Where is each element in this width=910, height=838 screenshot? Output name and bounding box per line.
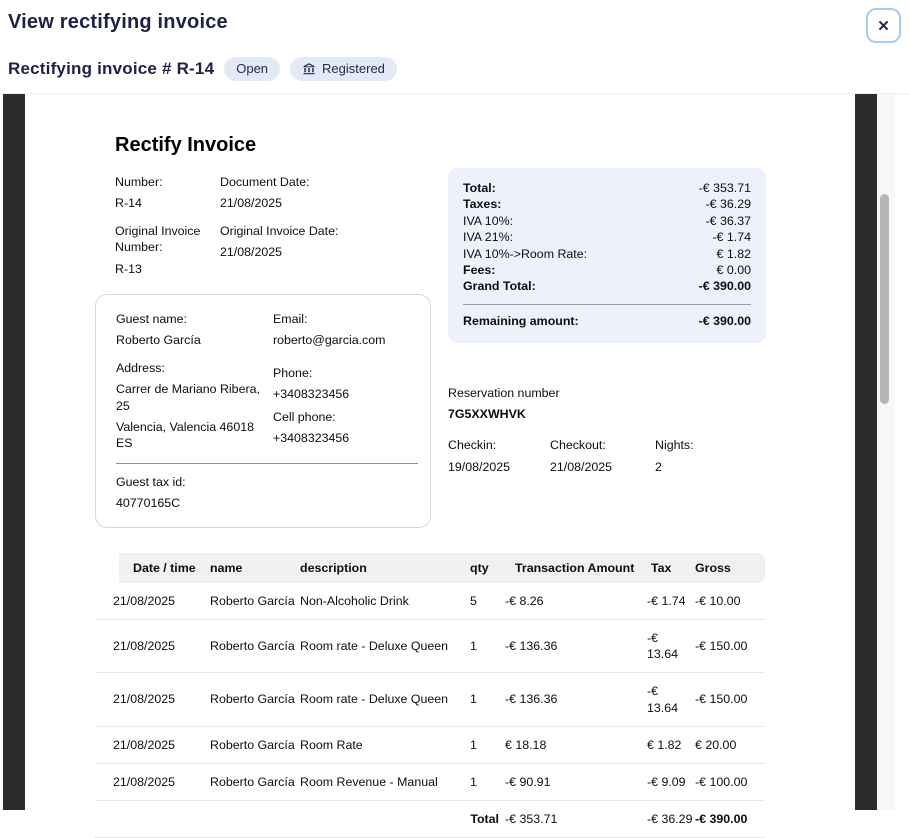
guest-email-label: Email: [273, 312, 308, 326]
viewer-scrollbar[interactable] [877, 94, 895, 810]
guest-phone-value: +3408323456 [273, 387, 350, 402]
nights-value: 2 [655, 460, 662, 475]
cell-name: Roberto García [208, 583, 298, 620]
guest-name [116, 311, 268, 348]
cell-tax: -€ 13.64 [645, 620, 689, 673]
guest-address [116, 360, 268, 451]
guest-right-column [273, 311, 418, 451]
cell-tax: € 1.82 [645, 726, 689, 763]
col-header-gross: Gross [689, 553, 765, 583]
totals-row-total [463, 180, 751, 196]
cell-amount: -€ 90.91 [503, 763, 645, 800]
field-number [115, 174, 220, 211]
col-header-description: description [298, 553, 468, 583]
table-row [95, 673, 765, 726]
cell-amount: -€ 8.26 [503, 583, 645, 620]
close-icon: ✕ [877, 17, 890, 35]
transactions-table [95, 553, 765, 838]
total-tax: -€ 36.29 [645, 800, 689, 837]
guest-name-label: Guest name: [116, 312, 187, 326]
table-row [95, 620, 765, 673]
col-header-transaction-amount: Transaction Amount [503, 553, 645, 583]
nights-label: Nights: [655, 438, 694, 453]
total-amount: -€ 353.71 [503, 800, 645, 837]
cell-qty: 1 [468, 620, 503, 673]
checkin-label: Checkin: [448, 438, 497, 453]
guest-email-value: roberto@garcia.com [273, 333, 386, 348]
registered-badge-label: Registered [322, 61, 385, 76]
field-label: Original Invoice Number: [115, 224, 201, 255]
cell-name: Roberto García [208, 726, 298, 763]
guest-email [273, 311, 418, 348]
col-header-name: name [208, 553, 298, 583]
cell-qty: 1 [468, 763, 503, 800]
table-row [95, 726, 765, 763]
field-value: 21/08/2025 [220, 196, 283, 211]
totals-value: -€ 1.74 [712, 230, 751, 245]
totals-value: € 0.00 [716, 263, 751, 278]
cell-qty: 5 [468, 583, 503, 620]
reservation-checkout [550, 437, 655, 475]
totals-label: Grand Total: [463, 279, 536, 294]
cell-description: Room rate - Deluxe Queen [298, 673, 468, 726]
guest-cell-label: Cell phone: [273, 409, 336, 424]
cell-tax: -€ 1.74 [645, 583, 689, 620]
col-header-tax: Tax [645, 553, 689, 583]
totals-label: Taxes: [463, 197, 502, 212]
cell-amount: € 18.18 [503, 726, 645, 763]
cell-date: 21/08/2025 [95, 673, 208, 726]
cell-gross: -€ 150.00 [689, 620, 765, 673]
guest-address-line1: Carrer de Mariano Ribera, 25 [116, 382, 260, 413]
guest-tax-value: 40770165C [116, 496, 181, 510]
field-value: 21/08/2025 [220, 245, 283, 260]
pdf-viewer [3, 94, 877, 826]
guest-phone-label: Phone: [273, 366, 313, 381]
invoice-document-page [25, 94, 855, 826]
cell-tax: -€ 13.64 [645, 673, 689, 726]
status-badge-registered [290, 57, 397, 81]
guest-cell-value: +3408323456 [273, 430, 350, 445]
totals-value: € 1.82 [716, 246, 751, 261]
modal-title: View rectifying invoice [8, 11, 228, 33]
cell-gross: € 20.00 [689, 726, 765, 763]
totals-value: -€ 353.71 [698, 181, 751, 195]
checkout-label: Checkout: [550, 438, 606, 453]
cell-name: Roberto García [208, 673, 298, 726]
col-header-date-time: Date / time [95, 553, 208, 583]
checkout-value: 21/08/2025 [550, 460, 613, 475]
totals-row-iva10-room-rate [463, 246, 751, 262]
totals-row-iva21 [463, 229, 751, 245]
cell-description: Room Rate [298, 726, 468, 763]
checkin-value: 19/08/2025 [448, 460, 511, 475]
guest-tax-id [116, 474, 418, 511]
totals-label: IVA 21%: [463, 230, 514, 245]
field-value: R-13 [115, 261, 142, 276]
table-header-row [95, 553, 765, 583]
reservation-section [448, 385, 758, 476]
guest-card-divider [116, 463, 418, 464]
bank-icon [302, 62, 316, 76]
cell-description: Room rate - Deluxe Queen [298, 620, 468, 673]
cell-tax: -€ 9.09 [645, 763, 689, 800]
cell-date: 21/08/2025 [95, 620, 208, 673]
totals-label: IVA 10%->Room Rate: [463, 246, 588, 261]
reservation-nights [655, 437, 758, 475]
totals-value: -€ 36.37 [705, 213, 751, 228]
totals-row-iva10 [463, 213, 751, 229]
field-document-date [220, 174, 375, 211]
field-value: R-14 [115, 196, 142, 211]
totals-label: Fees: [463, 263, 496, 278]
cell-gross: -€ 10.00 [689, 583, 765, 620]
cell-gross: -€ 150.00 [689, 673, 765, 726]
cell-date: 21/08/2025 [95, 583, 208, 620]
totals-row-taxes [463, 196, 751, 212]
totals-divider [463, 304, 751, 305]
reservation-checkin [448, 437, 550, 475]
totals-value: -€ 36.29 [705, 197, 751, 212]
status-badge-open [224, 57, 280, 81]
cell-amount: -€ 136.36 [503, 620, 645, 673]
cell-date: 21/08/2025 [95, 763, 208, 800]
totals-row-grand-total [463, 278, 751, 294]
totals-label: IVA 10%: [463, 213, 514, 228]
invoice-subheader [8, 57, 397, 81]
guest-tax-label: Guest tax id: [116, 474, 186, 489]
close-button[interactable] [866, 8, 901, 43]
cell-date: 21/08/2025 [95, 726, 208, 763]
field-original-invoice-number [115, 223, 220, 276]
totals-value: -€ 390.00 [698, 313, 751, 328]
totals-value: -€ 390.00 [698, 279, 751, 294]
invoice-fields [115, 174, 375, 277]
guest-phone [273, 365, 418, 402]
cell-name: Roberto García [208, 763, 298, 800]
totals-summary-box [448, 168, 766, 343]
open-badge-label: Open [236, 61, 269, 76]
field-label: Number: [115, 175, 163, 189]
reservation-number-value: 7G5XXWHVK [448, 407, 526, 422]
invoice-number-title: Rectifying invoice # R-14 [8, 59, 215, 78]
field-label: Document Date: [220, 175, 310, 189]
table-row [95, 763, 765, 800]
totals-label: Total: [463, 181, 496, 195]
table-total-row [95, 800, 765, 837]
guest-info-card [95, 294, 431, 528]
cell-description: Non-Alcoholic Drink [298, 583, 468, 620]
totals-label: Remaining amount: [463, 313, 579, 328]
table-row [95, 583, 765, 620]
cell-gross: -€ 100.00 [689, 763, 765, 800]
reservation-number-label: Reservation number [448, 386, 560, 400]
totals-row-fees [463, 262, 751, 278]
total-gross: -€ 390.00 [689, 800, 765, 837]
cell-amount: -€ 136.36 [503, 673, 645, 726]
guest-left-column [116, 311, 268, 451]
field-original-invoice-date [220, 223, 375, 276]
guest-address-label: Address: [116, 361, 165, 376]
document-heading: Rectify Invoice [115, 134, 257, 156]
guest-cell-phone [273, 409, 418, 446]
cell-name: Roberto García [208, 620, 298, 673]
guest-address-line2: Valencia, Valencia 46018 ES [116, 419, 255, 450]
cell-qty: 1 [468, 726, 503, 763]
total-label: Total [95, 800, 503, 837]
guest-name-value: Roberto García [116, 333, 201, 348]
totals-row-remaining [463, 313, 751, 330]
col-header-qty: qty [468, 553, 503, 583]
cell-qty: 1 [468, 673, 503, 726]
cell-description: Room Revenue - Manual [298, 763, 468, 800]
field-label: Original Invoice Date: [220, 224, 339, 239]
scrollbar-thumb[interactable] [880, 194, 889, 404]
